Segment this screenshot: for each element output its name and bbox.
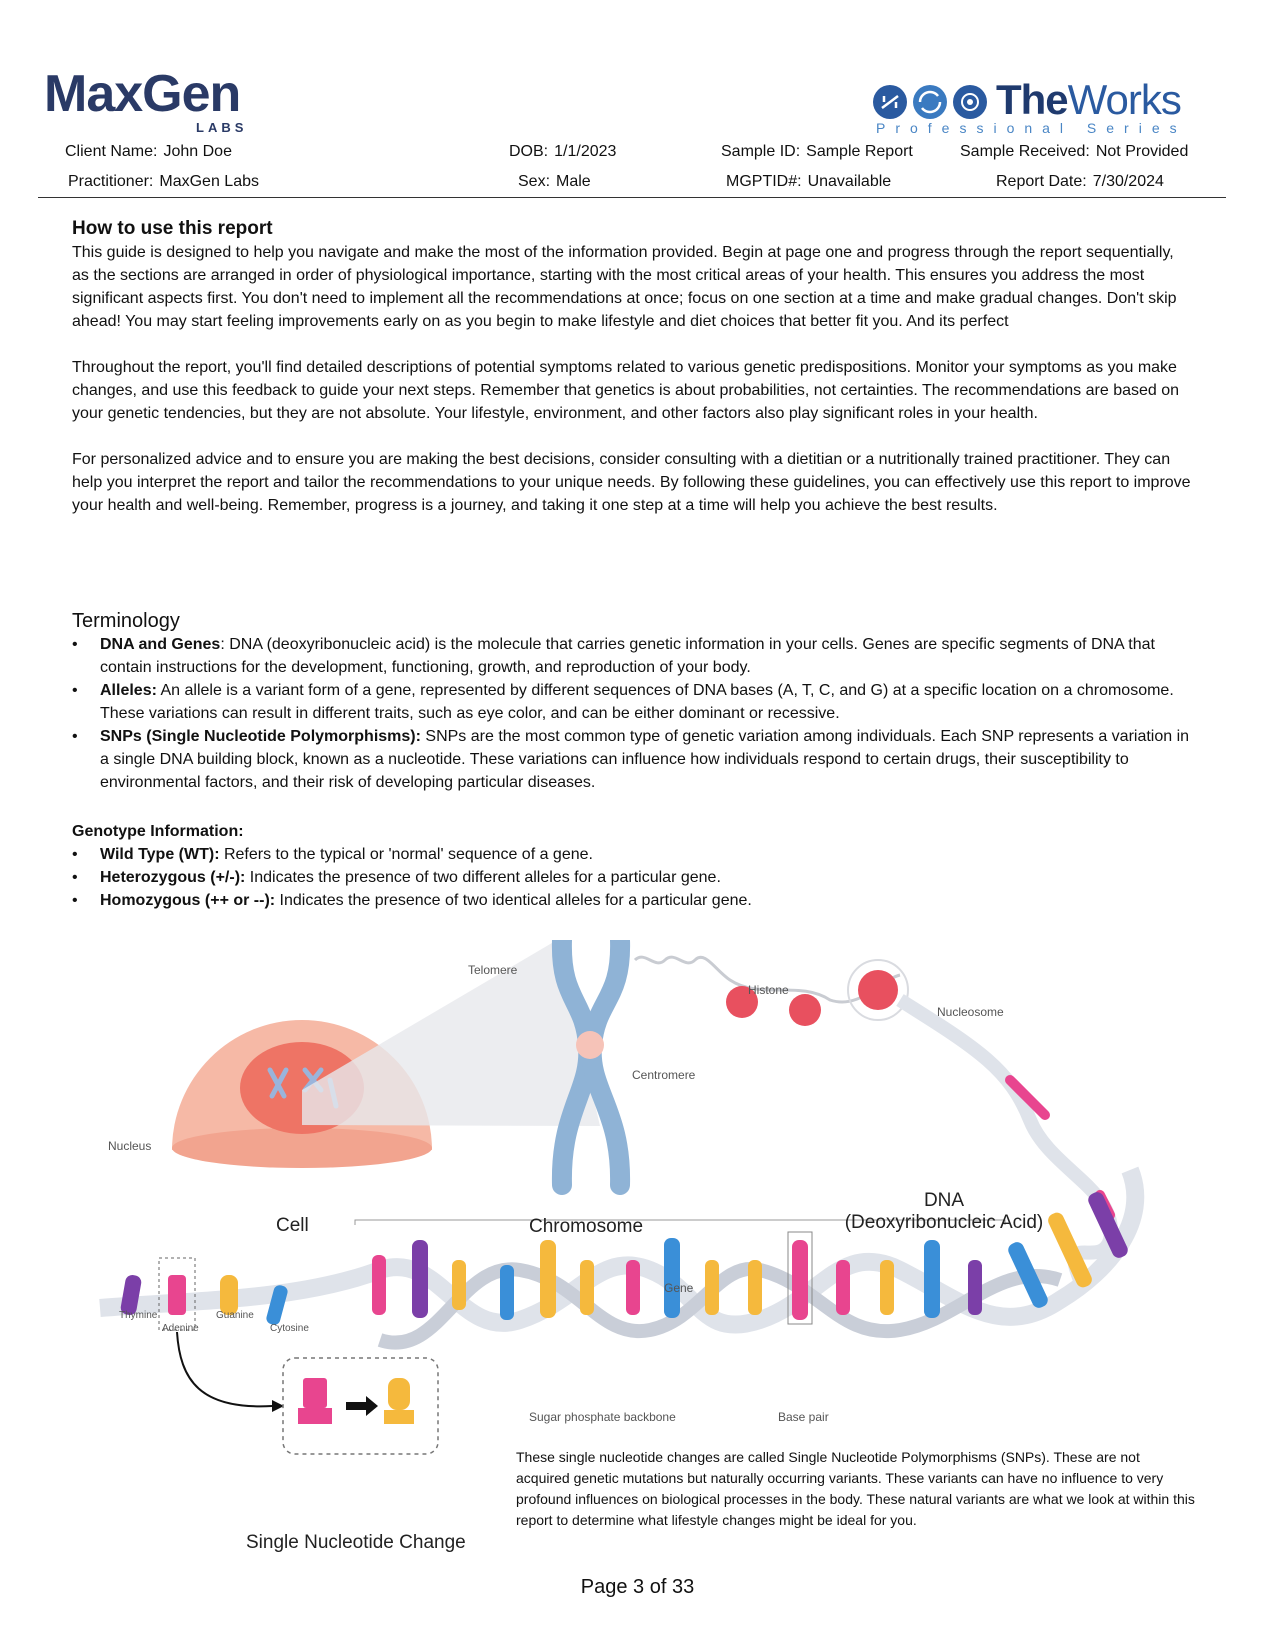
how-to-p3: For personalized advice and to ensure you are making the best decisions, consider consulting with a dietitian or a nutritionally trained practitioner. They can help you interpret the report and tailor the recommendations to your unique needs. By following these guidelines, you can effectively use this report to improve your health and well-being. Remember, progress is a journey, and taking it one step at a time will help you achieve the best results. — [72, 451, 1191, 514]
theworks-logo-sub: Professional Series — [876, 120, 1187, 136]
sample-received: Sample Received: Not Provided — [960, 143, 1189, 160]
snp-explanation: These single nucleotide changes are called Single Nucleotide Polymorphisms (SNPs). These are not acquired genetic mutations but naturally occurring variants. These variants can have no influence to very profound influences on biological processes in the body. These natural variants are what we look at within this report to determine what lifestyle changes might be ideal for you. — [516, 1449, 1195, 1528]
page-number: Page 3 of 33 — [580, 1576, 695, 1598]
label-cytosine: Cytosine — [270, 1323, 309, 1334]
how-to-p2: Throughout the report, you'll find detailed descriptions of potential symptoms related to various genetic predispositions. Monitor your symptoms as you make changes, and use this feedback to guide your next steps. Remember that genetics is about probabilities, not certainties. The recommendations are based on your genetic tendencies, but they are not absolute. Your lifestyle, environment, and other factors also play significant roles in your health. — [72, 359, 1180, 422]
label-base-pair: Base pair — [778, 1410, 829, 1424]
label-gene: Gene — [664, 1281, 694, 1295]
terminology-title: Terminology — [72, 610, 180, 632]
term-dna-genes: • DNA and Genes: DNA (deoxyribonucleic acid) is the molecule that carries genetic information in your cells. Genes are specific segments of DNA that contain instructions for the development, functioning, growth, and reproduction of your body. — [72, 636, 1155, 676]
genotype-homozygous: • Homozygous (++ or --): Indicates the presence of two identical alleles for a particular gene. — [72, 892, 752, 909]
label-centromere: Centromere — [632, 1068, 696, 1082]
maxgen-logo — [44, 65, 248, 135]
genotype-heterozygous: • Heterozygous (+/-): Indicates the presence of two different alleles for a particular gene. — [72, 869, 721, 886]
terminology-section — [72, 609, 1192, 794]
label-backbone: Sugar phosphate backbone — [529, 1410, 676, 1424]
genotype-title: Genotype Information: — [72, 823, 244, 840]
genotype-section — [72, 820, 1192, 912]
label-nucleosome: Nucleosome — [937, 1005, 1004, 1019]
label-cell: Cell — [276, 1215, 309, 1236]
how-to-p1: This guide is designed to help you navigate and make the most of the information provided. Begin at page one and progress through the report sequentially, as the sections are arranged in order of physiological importance, starting with the most critical areas of your health. This ensures you address the most significant aspects first. You don't need to implement all the recommendations at once; focus on one section at a time and make gradual changes. Don't skip ahead! You may start feeling improvements early on as you begin to make lifestyle and diet choices that better fit you. And its perfect — [72, 244, 1177, 330]
label-dna: DNA (Deoxyribonucleic Acid) — [844, 1190, 1044, 1233]
label-histone: Histone — [748, 983, 789, 997]
maxgen-logo-sub: LABS — [196, 120, 248, 135]
label-adenine: Adenine — [162, 1323, 199, 1334]
term-alleles: • Alleles: An allele is a variant form of a gene, represented by different sequences of DNA bases (A, T, C, and G) at a specific location on a chromosome. These variations can result in different traits, such as eye color, and can be either dominant or recessive. — [72, 682, 1174, 722]
label-chromosome: Chromosome — [529, 1216, 644, 1237]
report-date: Report Date: 7/30/2024 — [996, 173, 1164, 190]
label-telomere: Telomere — [468, 963, 518, 977]
label-guanine: Guanine — [216, 1310, 254, 1321]
practitioner: Practitioner: MaxGen Labs — [68, 173, 259, 190]
dob: DOB: 1/1/2023 — [509, 143, 617, 160]
sex: Sex: Male — [518, 173, 591, 190]
how-to-section — [72, 217, 1192, 517]
sample-id: Sample ID: Sample Report — [721, 143, 913, 160]
genotype-wild-type: • Wild Type (WT): Refers to the typical or 'normal' sequence of a gene. — [72, 846, 593, 863]
mgptid: MGPTID#: Unavailable — [726, 173, 892, 190]
theworks-circles-icon — [872, 82, 990, 122]
how-to-title: How to use this report — [72, 218, 273, 239]
theworks-logo-text: TheWorks — [996, 76, 1181, 123]
maxgen-logo-text: MaxGen — [44, 65, 241, 123]
client-name: Client Name: John Doe — [65, 143, 232, 160]
term-snps: • SNPs (Single Nucleotide Polymorphisms): SNPs are the most common type of genetic variation among individuals. Each SNP represents a variation in a single DNA building block, known as a nucleotide. These variations can influence how individuals respond to certain drugs, their susceptibility to environmental factors, and their risk of developing particular diseases. — [72, 728, 1190, 791]
nucleosome-icon — [726, 970, 898, 1026]
theworks-logo — [872, 76, 1202, 138]
label-thymine: Thymine — [119, 1310, 158, 1321]
label-nucleus: Nucleus — [108, 1139, 152, 1153]
header-divider — [38, 197, 1226, 198]
label-single-nucleotide-change: Single Nucleotide Change — [246, 1532, 466, 1553]
